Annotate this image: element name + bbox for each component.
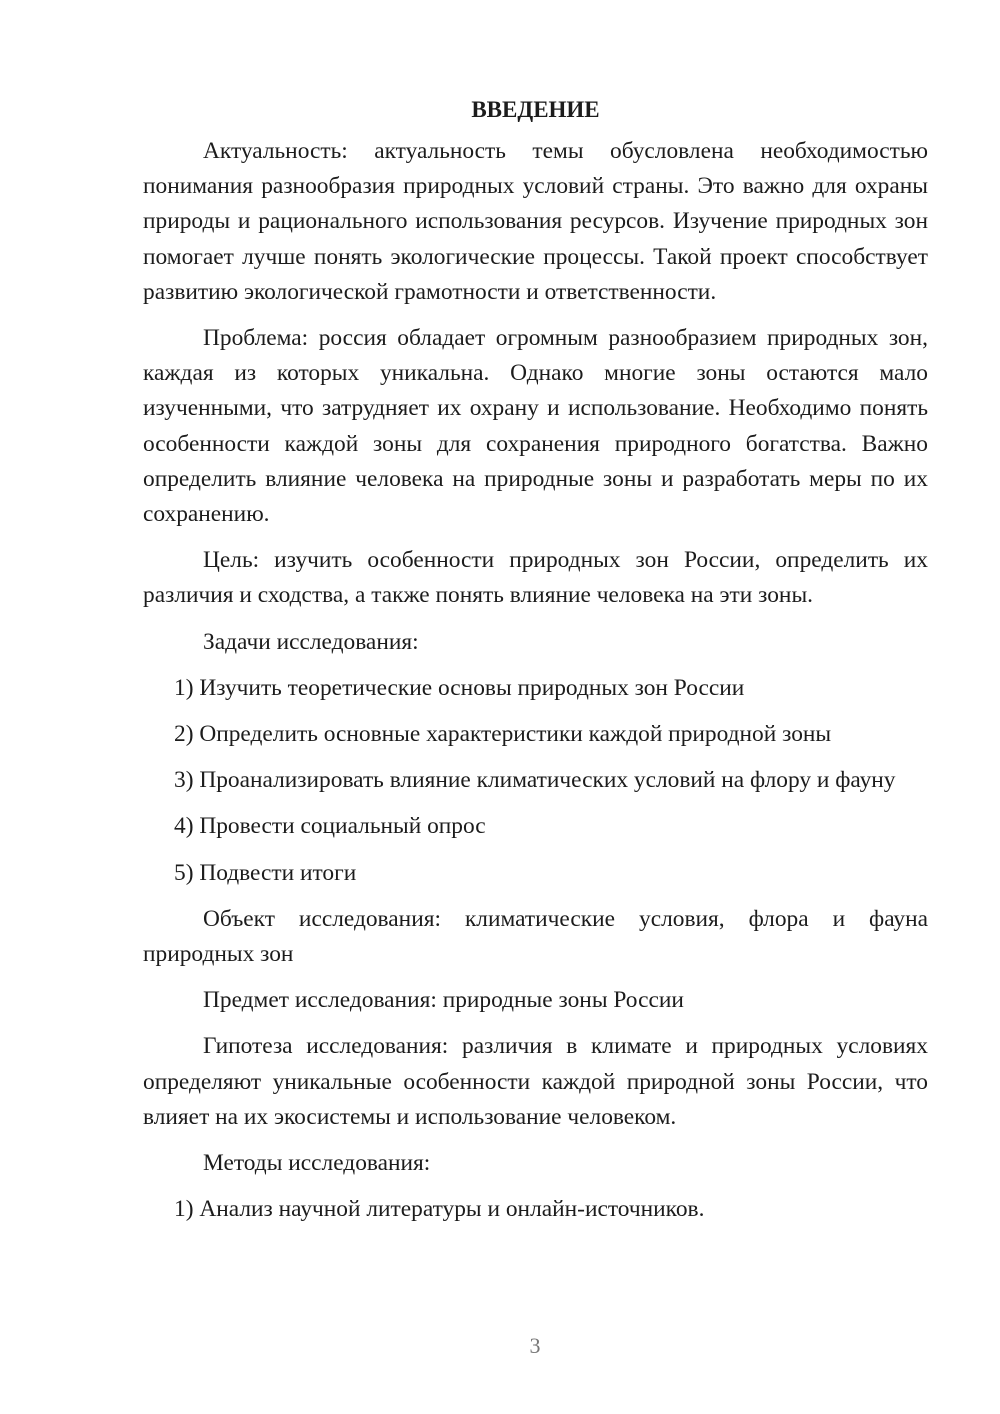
method-item: 1) Анализ научной литературы и онлайн-источников. xyxy=(174,1196,705,1223)
section-title: ВВЕДЕНИЕ xyxy=(471,97,600,122)
problem-paragraph: Проблема: россия обладает огромным разнообразием природных зон, каждая из которых уникальна. Однако многие зоны остаются мало изученными, что затрудняет их охрану и использование. Необходимо понять особенности каждой зоны для сохранения природного богатства. Важно определить влияние человека на природные зоны и разработать меры по их сохранению. xyxy=(143,325,928,528)
task-item: 2) Определить основные характеристики каждой природной зоны xyxy=(174,721,832,748)
task-item: 1) Изучить теоретические основы природных зон России xyxy=(174,674,745,701)
task-item: 4) Провести социальный опрос xyxy=(174,813,486,840)
methods-heading: Методы исследования: xyxy=(203,1150,431,1177)
subject-paragraph: Предмет исследования: природные зоны России xyxy=(203,987,684,1014)
task-item: 3) Проанализировать влияние климатических условий на флору и фауну xyxy=(174,767,896,794)
object-paragraph: Объект исследования: климатические условия, флора и фауна природных зон xyxy=(143,905,928,968)
relevance-paragraph: Актуальность: актуальность темы обусловлена необходимостью понимания разнообразия природных условий страны. Это важно для охраны природы и рационального использования ресурсов. Изучение природных зон помогает лучше понять экологические процессы. Такой проект способствует развитию экологической грамотности и ответственности. xyxy=(143,138,928,305)
hypothesis-paragraph: Гипотеза исследования: различия в климате и природных условиях определяют уникальные особенности каждой природной зоны России, что влияет на их экосистемы и использование человеком. xyxy=(143,1033,928,1130)
page-number: 3 xyxy=(529,1333,541,1358)
page-content xyxy=(143,92,928,1238)
goal-paragraph: Цель: изучить особенности природных зон России, определить их различия и сходства, а также понять влияние человека на эти зоны. xyxy=(143,547,928,609)
task-item: 5) Подвести итоги xyxy=(174,859,357,886)
tasks-heading: Задачи исследования: xyxy=(203,628,419,655)
